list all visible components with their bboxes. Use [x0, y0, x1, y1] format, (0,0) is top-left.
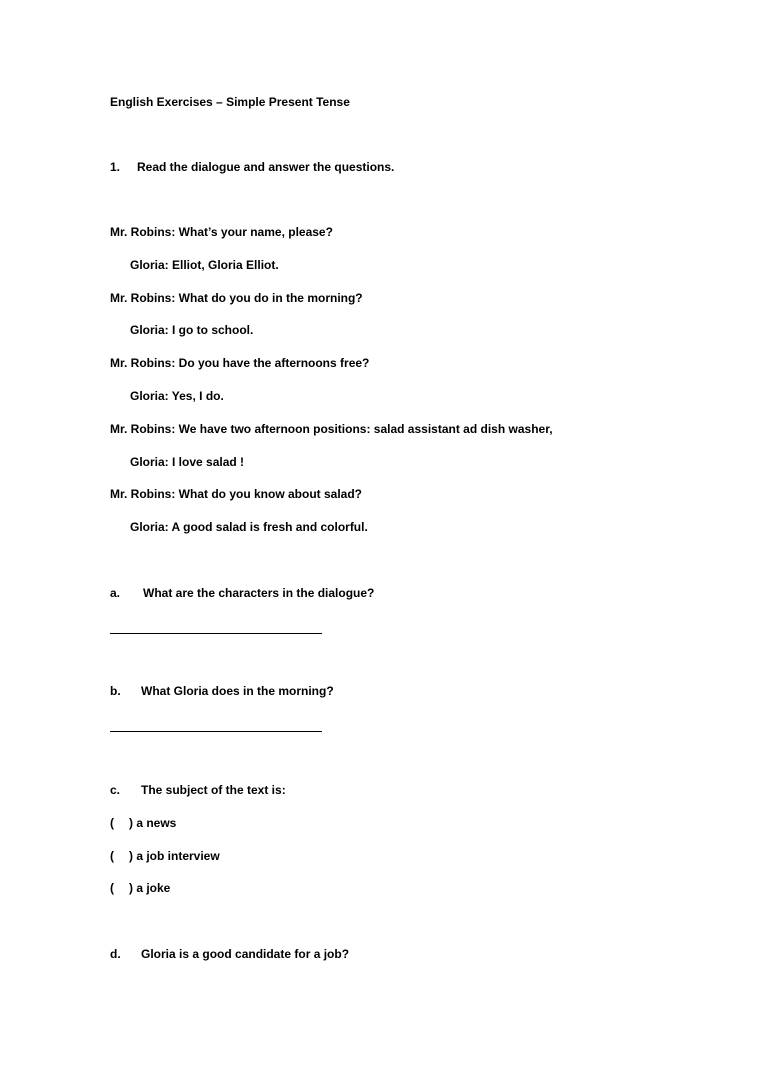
dialogue-line: Gloria: I love salad ! — [130, 455, 245, 469]
question-c-label: c. — [110, 783, 121, 797]
dialogue-line: Gloria: Yes, I do. — [130, 389, 224, 403]
question-a — [110, 585, 374, 601]
dialogue-line: Mr. Robins: Do you have the afternoons free? — [110, 356, 370, 370]
dialogue-line: Mr. Robins: What do you know about salad? — [110, 487, 362, 501]
option-a-joke[interactable] — [110, 880, 170, 896]
question-c — [110, 782, 286, 798]
checkbox-paren: ( — [110, 816, 114, 830]
dialogue-line: Mr. Robins: What do you do in the morning? — [110, 291, 363, 305]
dialogue-line: Mr. Robins: What’s your name, please? — [110, 225, 333, 239]
question-b-label: b. — [110, 684, 121, 698]
question-b-text: What Gloria does in the morning? — [141, 684, 334, 698]
question-a-text: What are the characters in the dialogue? — [143, 586, 375, 600]
question-d — [110, 946, 349, 962]
option-a-job-interview[interactable] — [110, 848, 220, 864]
dialogue-line: Gloria: Elliot, Gloria Elliot. — [130, 258, 279, 272]
document-title: English Exercises – Simple Present Tense — [110, 95, 350, 109]
exercise-instruction-text: Read the dialogue and answer the questions. — [137, 160, 395, 174]
dialogue-line: Mr. Robins: We have two afternoon positions: salad assistant ad dish washer, — [110, 422, 553, 436]
exercise-instruction — [110, 159, 394, 175]
question-d-label: d. — [110, 947, 121, 961]
dialogue-line: Gloria: A good salad is fresh and colorful. — [130, 520, 368, 534]
checkbox-paren: ( — [110, 849, 114, 863]
option-text: ) a news — [129, 816, 177, 830]
exercise-number: 1. — [110, 160, 121, 174]
option-text: ) a job interview — [129, 849, 220, 863]
checkbox-paren: ( — [110, 881, 114, 895]
answer-line-b[interactable] — [110, 731, 322, 732]
option-text: ) a joke — [129, 881, 171, 895]
option-a-news[interactable] — [110, 815, 176, 831]
question-b — [110, 683, 334, 699]
answer-line-a[interactable] — [110, 633, 322, 634]
dialogue-line: Gloria: I go to school. — [130, 323, 254, 337]
question-c-text: The subject of the text is: — [141, 783, 286, 797]
question-a-label: a. — [110, 586, 121, 600]
question-d-text: Gloria is a good candidate for a job? — [141, 947, 350, 961]
